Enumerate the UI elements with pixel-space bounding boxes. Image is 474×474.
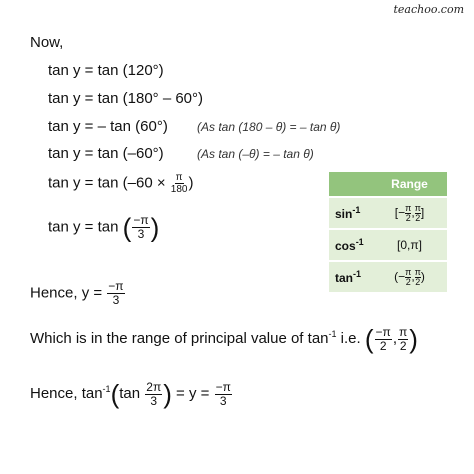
step-6: tan y = tan ( $\frac{-\pi}{3}$ ) <box>48 212 160 243</box>
step-2: tan y = tan (180° – 60°) <box>48 90 204 107</box>
table-row: $\cos^{-1}$ [0,π] <box>329 229 447 261</box>
table-row: $\tan^{-1}$ (− $\frac{\pi}{2}$ , $\frac{\pi}{2}$ ) <box>329 261 447 292</box>
y-fraction: $\frac{-\pi}{3}$ <box>108 279 124 307</box>
hence-y-text: Hence, y = <box>30 284 103 302</box>
range-header: Range <box>372 172 447 197</box>
range-statement: Which is in the range of principal value of $\tan^{-1} i.e$. ( $\frac{-\pi}{2}$ , $\frac{\pi}{2}$ ) <box>30 324 418 355</box>
step-6-text: tan y = tan <box>48 218 119 236</box>
upper-bound-fraction: $\frac{\pi}{2}$ <box>399 324 408 353</box>
step-5: tan y = tan (–60 × $\frac{\pi}{180}$ ) <box>48 172 194 195</box>
step-4: tan y = tan (–60°) <box>48 145 164 162</box>
step-1: tan y = tan (120°) <box>48 62 164 79</box>
range-table <box>329 172 447 292</box>
two-pi-over-3-fraction: $\frac{2\pi}{3}$ <box>146 379 162 408</box>
table-row: $\sin^{-1}$ [− $\frac{\pi}{2}$ , $\frac{\pi}{2}$ ] <box>329 197 447 229</box>
lower-bound-fraction: $\frac{-\pi}{2}$ <box>375 324 391 353</box>
teachoo-brand: teachoo.com <box>393 3 464 16</box>
step-3: tan y = – tan (60°) <box>48 118 168 135</box>
minus-pi-over-3-fraction: $\frac{-\pi}{3}$ <box>133 213 149 241</box>
hence-y <box>30 280 126 307</box>
final-answer: Hence, $\tan^{-1}(\tan$ $\frac{2\pi}{3}$ ) = y = $\frac{-\pi}{3}$ <box>30 379 231 410</box>
answer-fraction: $\frac{-\pi}{3}$ <box>215 379 231 408</box>
pi-over-180-fraction: $\frac{\pi}{180}$ <box>170 172 188 195</box>
step-3-note: (As tan (180 – θ) = – tan θ) <box>197 120 341 134</box>
step-4-note: (As tan (–θ) = – tan θ) <box>197 147 314 161</box>
step-5-text: tan y = tan (–60 × <box>48 174 166 192</box>
now-text: Now, <box>30 34 64 51</box>
